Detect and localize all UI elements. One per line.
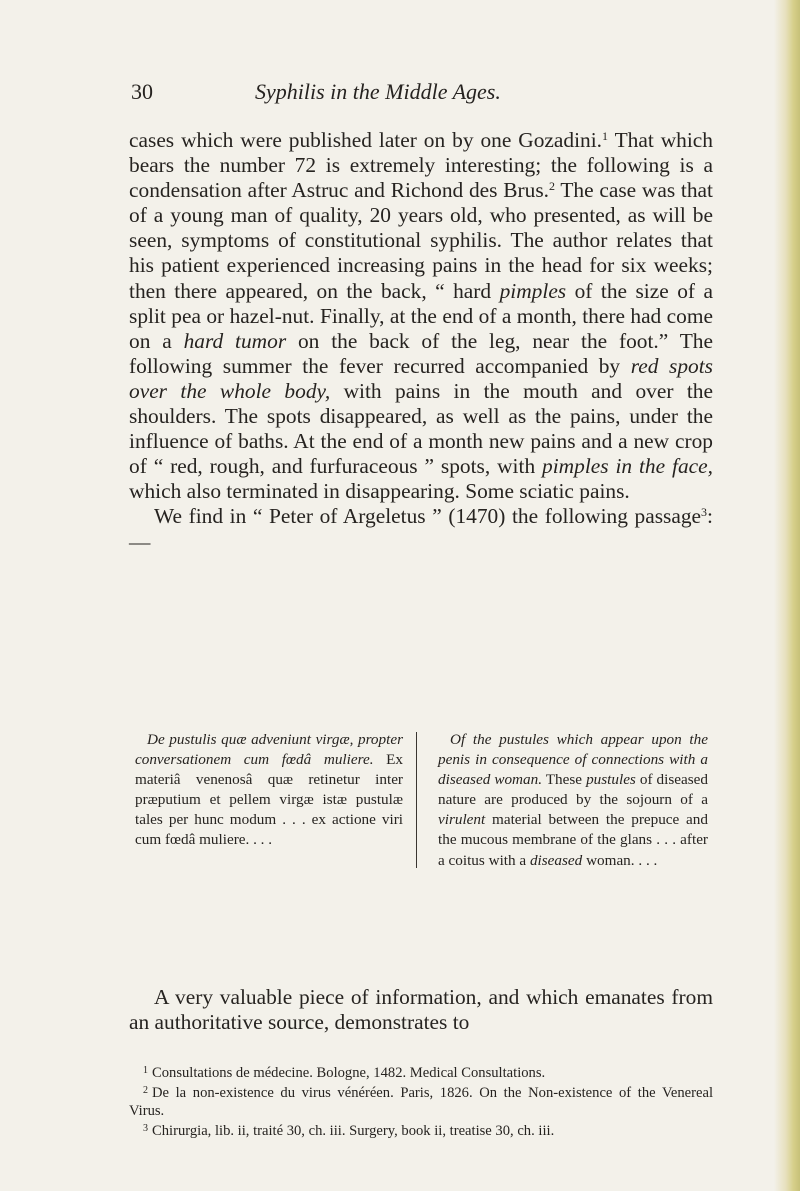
latin-heading: De pustulis quæ adveniunt virgæ, propter conversationem cum fœdâ muliere.	[135, 731, 403, 769]
text-run: : —	[129, 504, 713, 554]
footnote-mark: 1	[143, 1065, 148, 1076]
latin-column	[135, 730, 403, 851]
text-run: cases which were published later on by one Gozadini.	[129, 128, 603, 152]
text-run: The case was that of a young man of quality, 20 years old, who presented, as will be seen, symptoms of constitutional syphilis. The author relates that his patient experienced increasing pains in the head for six weeks; then there appeared, on the back, “ hard	[129, 178, 713, 303]
emphasis-pimples-face: pimples in the face,	[542, 454, 713, 479]
emphasis-pustules: pustules	[586, 771, 636, 789]
text-run: That which bears the number 72 is extremely interesting; the following is a condensation after Astruc and Richond des Brus.	[129, 128, 713, 203]
page-number: 30	[131, 79, 153, 104]
english-column	[438, 730, 708, 871]
emphasis-red-spots: red spots over the whole body,	[129, 353, 713, 403]
english-heading: Of the pustules which appear upon the penis in consequence of connections with a diseased woman.	[438, 731, 708, 789]
latin-text: Ex materiâ venenosâ quæ retinetur inter præputium et pellem virgæ istæ pustulæ tales per hunc modum . . . ex actione viri cum fœdâ muliere. . . .	[135, 751, 403, 849]
emphasis-hard-tumor: hard tumor	[183, 328, 287, 353]
footnote-ref-1: 1	[602, 129, 609, 143]
text-run: We find in “ Peter of Argeletus ” (1470) the following passage	[154, 504, 702, 529]
paragraph-1	[129, 128, 713, 504]
footnote-ref-2: 2	[549, 179, 555, 194]
footnote-mark: 2	[143, 1085, 148, 1097]
footnote-text: De la non-existence du virus vénéréen. Paris, 1826. On the Non-existence of the Venereal Virus.	[129, 1085, 713, 1119]
footnote-2	[129, 1082, 713, 1120]
closing-text	[129, 985, 713, 1035]
footnote-3	[129, 1120, 713, 1140]
footnote-1	[129, 1062, 713, 1082]
paragraph-3: A very valuable piece of information, and which emanates from an authoritative source, demonstrates to	[129, 985, 713, 1034]
footnote-ref-3: 3	[701, 505, 708, 520]
footnotes	[129, 1062, 713, 1140]
running-title: Syphilis in the Middle Ages.	[255, 79, 501, 104]
column-divider	[416, 732, 417, 868]
footnote-text: Consultations de médecine. Bologne, 1482. Medical Consultations.	[152, 1065, 546, 1081]
page-edge-shading	[774, 0, 800, 1191]
footnote-text: Chirurgia, lib. ii, traité 30, ch. iii. Surgery, book ii, treatise 30, ch. iii.	[152, 1122, 555, 1139]
running-head	[131, 79, 711, 109]
paragraph-2	[129, 504, 713, 554]
text-run: material between the prepuce and the mucous membrane of the glans . . . after a coitus with a	[438, 811, 708, 869]
main-text	[129, 128, 713, 555]
text-run: These	[542, 771, 587, 789]
text-run: woman. . . .	[582, 851, 658, 869]
latin-quote	[135, 730, 403, 851]
footnote-mark: 3	[143, 1122, 148, 1134]
text-run: with pains in the mouth and over the shoulders. The spots disappeared, as well as the pains, under the influence of baths. At the end of a month new pains and a new crop of “ red, rough, and furfuraceous ” spots, with	[129, 378, 713, 479]
emphasis-diseased: diseased	[529, 851, 583, 869]
parallel-quotation	[129, 730, 713, 975]
emphasis-virulent: virulent	[438, 811, 486, 829]
text-run: of diseased nature are produced by the sojourn of a	[438, 771, 709, 809]
text-run: which also terminated in disappearing. Some sciatic pains.	[129, 479, 630, 504]
emphasis-pimples: pimples	[499, 278, 567, 303]
text-run: on the back of the leg, near the foot.” The following summer the fever recurred accompanied by	[129, 328, 713, 378]
english-quote	[438, 730, 708, 871]
text-run: of the size of a split pea or hazel-nut. Finally, at the end of a month, there had come on a	[129, 278, 713, 353]
